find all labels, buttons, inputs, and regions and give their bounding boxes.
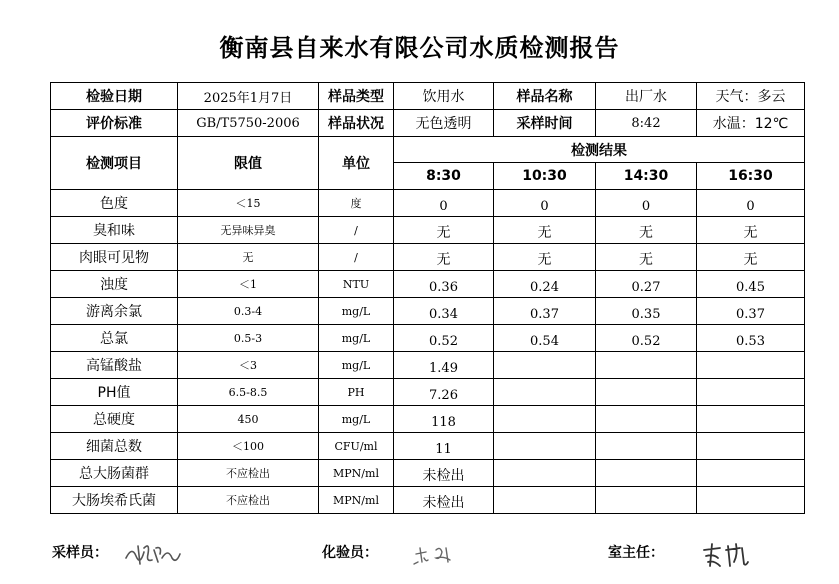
standard-value: GB/T5750-2006 — [178, 110, 319, 137]
header-item: 检测项目 — [51, 137, 178, 190]
water-quality-table — [50, 82, 805, 514]
result-value — [697, 487, 805, 514]
header-limit: 限值 — [178, 137, 319, 190]
result-value — [494, 487, 596, 514]
table-row — [51, 217, 805, 244]
result-value: 118 — [394, 406, 494, 433]
result-value — [494, 406, 596, 433]
item-unit: mg/L — [319, 406, 394, 433]
item-name: 总硬度 — [51, 406, 178, 433]
table-row — [51, 433, 805, 460]
standard-label: 评价标准 — [51, 110, 178, 137]
result-value: 无 — [697, 244, 805, 271]
result-value: 0.37 — [494, 298, 596, 325]
item-limit: 0.5-3 — [178, 325, 319, 352]
item-name: 游离余氯 — [51, 298, 178, 325]
sampling-time-value: 8:42 — [596, 110, 697, 137]
info-row-1 — [51, 83, 805, 110]
item-unit: 度 — [319, 190, 394, 217]
header-time-4: 16:30 — [697, 163, 805, 190]
item-limit: 无异味异臭 — [178, 217, 319, 244]
result-value: 0.34 — [394, 298, 494, 325]
table-row — [51, 352, 805, 379]
result-value: 无 — [596, 244, 697, 271]
sampling-time-label: 采样时间 — [494, 110, 596, 137]
header-time-3: 14:30 — [596, 163, 697, 190]
result-value: 未检出 — [394, 460, 494, 487]
data-rows — [51, 190, 805, 514]
result-value: 0.27 — [596, 271, 697, 298]
result-value — [697, 352, 805, 379]
item-limit: 不应检出 — [178, 460, 319, 487]
result-value — [596, 460, 697, 487]
date-label: 检验日期 — [51, 83, 178, 110]
item-limit: 不应检出 — [178, 487, 319, 514]
water-temp-value: 水温：12℃ — [697, 110, 805, 137]
item-name: 总大肠菌群 — [51, 460, 178, 487]
result-value: 0.35 — [596, 298, 697, 325]
item-limit: 无 — [178, 244, 319, 271]
result-value: 0.53 — [697, 325, 805, 352]
result-value: 0.52 — [596, 325, 697, 352]
table-row — [51, 325, 805, 352]
header-unit: 单位 — [319, 137, 394, 190]
result-value: 无 — [596, 217, 697, 244]
item-unit: / — [319, 244, 394, 271]
item-limit: ＜15 — [178, 190, 319, 217]
item-name: 细菌总数 — [51, 433, 178, 460]
result-value — [596, 433, 697, 460]
item-name: 肉眼可见物 — [51, 244, 178, 271]
result-value — [596, 352, 697, 379]
item-limit: ＜100 — [178, 433, 319, 460]
tester-label: 化验员： — [322, 545, 378, 561]
sample-type-value: 饮用水 — [394, 83, 494, 110]
director-label: 室主任： — [608, 545, 664, 561]
result-value — [596, 379, 697, 406]
result-value: 无 — [394, 244, 494, 271]
table-row — [51, 190, 805, 217]
table-row — [51, 379, 805, 406]
item-unit: mg/L — [319, 352, 394, 379]
item-unit: NTU — [319, 271, 394, 298]
table-row — [51, 487, 805, 514]
result-value: 0.54 — [494, 325, 596, 352]
result-value: 0 — [494, 190, 596, 217]
sample-state-value: 无色透明 — [394, 110, 494, 137]
item-name: 大肠埃希氏菌 — [51, 487, 178, 514]
sample-type-label: 样品类型 — [319, 83, 394, 110]
result-value: 0 — [697, 190, 805, 217]
header-time-2: 10:30 — [494, 163, 596, 190]
table-row — [51, 271, 805, 298]
result-value: 0.37 — [697, 298, 805, 325]
item-unit: PH — [319, 379, 394, 406]
item-unit: MPN/ml — [319, 460, 394, 487]
result-value: 0.36 — [394, 271, 494, 298]
item-unit: MPN/ml — [319, 487, 394, 514]
result-value: 未检出 — [394, 487, 494, 514]
result-value: 1.49 — [394, 352, 494, 379]
item-unit: / — [319, 217, 394, 244]
item-name: PH值 — [51, 379, 178, 406]
item-unit: mg/L — [319, 325, 394, 352]
result-value: 0 — [596, 190, 697, 217]
item-limit: 0.3-4 — [178, 298, 319, 325]
item-limit: 6.5-8.5 — [178, 379, 319, 406]
info-row-2 — [51, 110, 805, 137]
sampler-label: 采样员： — [52, 545, 108, 561]
result-value: 无 — [697, 217, 805, 244]
report-title: 衡南县自来水有限公司水质检测报告 — [219, 34, 620, 62]
item-limit: 450 — [178, 406, 319, 433]
result-value: 0 — [394, 190, 494, 217]
table-row — [51, 298, 805, 325]
item-name: 浊度 — [51, 271, 178, 298]
item-unit: CFU/ml — [319, 433, 394, 460]
table-row — [51, 244, 805, 271]
header-results: 检测结果 — [394, 137, 805, 163]
director-signature — [700, 540, 754, 570]
item-name: 高锰酸盐 — [51, 352, 178, 379]
result-value: 0.52 — [394, 325, 494, 352]
item-name: 色度 — [51, 190, 178, 217]
result-value: 无 — [494, 244, 596, 271]
result-value — [494, 460, 596, 487]
result-value — [596, 487, 697, 514]
result-value: 7.26 — [394, 379, 494, 406]
sample-state-label: 样品状况 — [319, 110, 394, 137]
item-name: 总氯 — [51, 325, 178, 352]
result-value — [697, 406, 805, 433]
result-value: 0.45 — [697, 271, 805, 298]
date-value: 2025年1月7日 — [178, 83, 319, 110]
result-value: 0.24 — [494, 271, 596, 298]
header-row-1 — [51, 137, 805, 163]
sampler-signature — [122, 540, 184, 568]
result-value — [697, 460, 805, 487]
item-limit: ＜1 — [178, 271, 319, 298]
result-value: 无 — [394, 217, 494, 244]
result-value — [697, 433, 805, 460]
result-value — [494, 433, 596, 460]
tester-signature — [410, 540, 460, 568]
result-value — [494, 379, 596, 406]
signature-footer — [0, 540, 839, 570]
item-limit: ＜3 — [178, 352, 319, 379]
weather-value: 天气：多云 — [697, 83, 805, 110]
sample-name-label: 样品名称 — [494, 83, 596, 110]
result-value — [596, 406, 697, 433]
item-unit: mg/L — [319, 298, 394, 325]
sample-name-value: 出厂水 — [596, 83, 697, 110]
item-name: 臭和味 — [51, 217, 178, 244]
result-value — [697, 379, 805, 406]
result-value — [494, 352, 596, 379]
table-row — [51, 406, 805, 433]
header-time-1: 8:30 — [394, 163, 494, 190]
result-value: 无 — [494, 217, 596, 244]
table-row — [51, 460, 805, 487]
result-value: 11 — [394, 433, 494, 460]
